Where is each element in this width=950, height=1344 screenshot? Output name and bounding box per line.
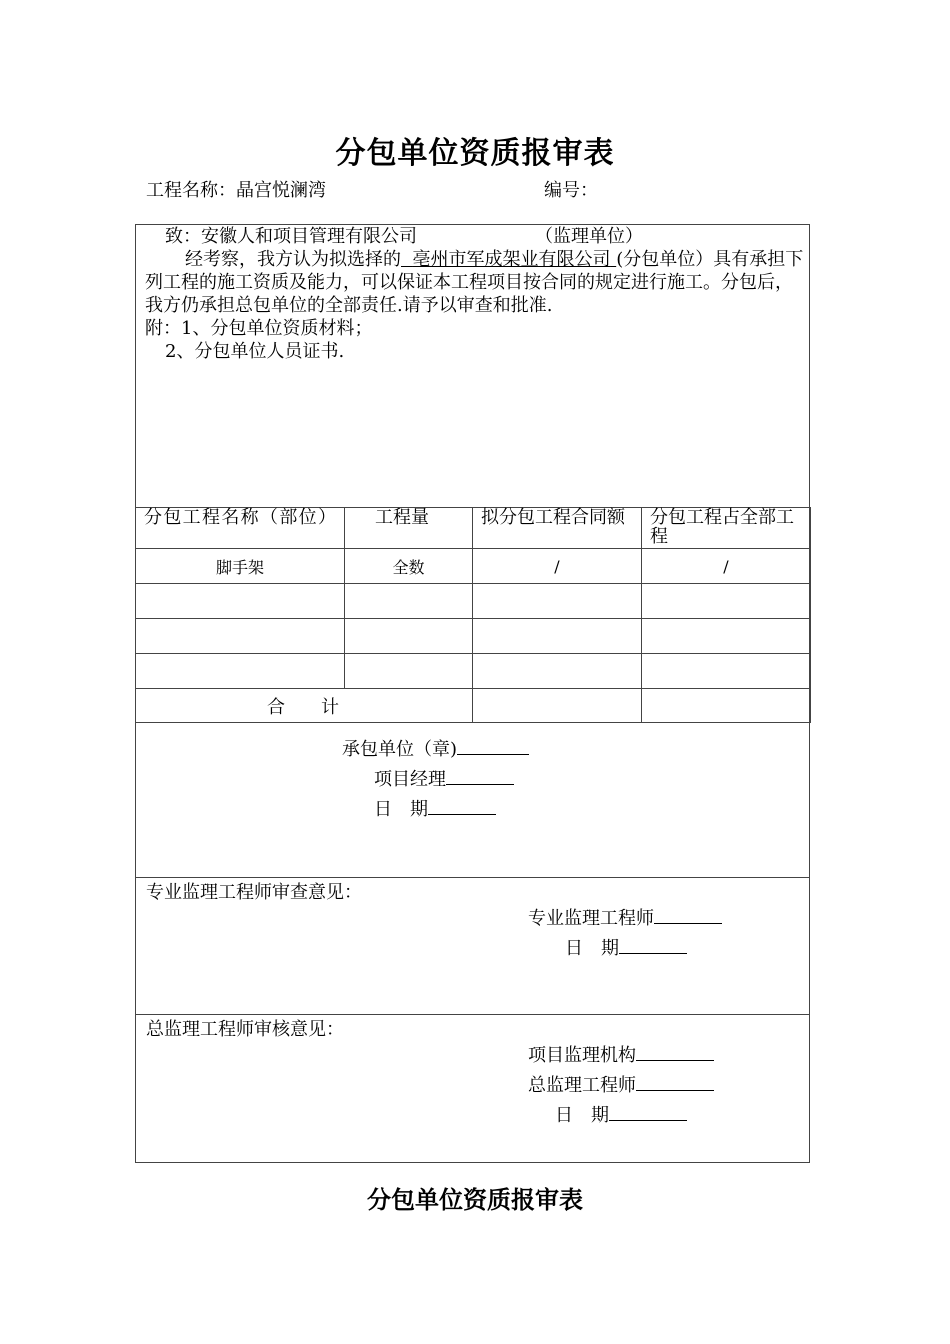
chief-date-line: 日 期 — [555, 1101, 687, 1127]
specialist-review-section — [136, 877, 809, 1015]
contractor-section — [136, 727, 809, 878]
chief-engineer-line: 总监理工程师 — [528, 1071, 714, 1097]
intro-text-b: (分包单位） — [616, 249, 714, 270]
table-cell — [345, 584, 473, 619]
intro-text-c: 具有承担下列工程的施工资质及能力，可以保证本工程项目按合同的规定进行施工。分包后，我方仍承担总包单位的全部责任.请予以审查和批准. — [145, 249, 804, 316]
document-number: 编号： — [544, 180, 598, 201]
table-cell — [473, 619, 642, 654]
subcontract-table — [135, 507, 811, 723]
specialist-engineer-line: 专业监理工程师 — [528, 904, 722, 930]
specialist-opinion-label: 专业监理工程师审查意见： — [146, 882, 362, 903]
table-cell — [642, 619, 811, 654]
header-cell: 分包工程名称（部位） — [136, 508, 345, 549]
table-row — [136, 654, 811, 689]
table-row — [136, 619, 811, 654]
contractor-unit-line: 承包单位（章) — [342, 735, 529, 761]
total-row — [136, 689, 811, 723]
table-cell — [473, 654, 642, 689]
table-cell: / — [642, 549, 811, 584]
subcontractor-name: 亳州市军成架业有限公司 — [412, 249, 611, 270]
table-cell: 脚手架 — [136, 549, 345, 584]
supervision-org-line: 项目监理机构 — [528, 1041, 714, 1067]
table-cell — [136, 619, 345, 654]
header-cell: 分包工程占全部工程 — [642, 508, 811, 549]
intro-paragraph — [145, 248, 805, 317]
table-row — [136, 549, 811, 584]
addressee-name: 安徽人和项目管理有限公司 — [201, 226, 417, 247]
attachment-1: 附：1、分包单位资质材料； — [145, 318, 373, 339]
addressee-prefix: 致： — [165, 226, 201, 247]
table-cell — [642, 654, 811, 689]
chief-review-section — [136, 1014, 809, 1162]
intro-section — [145, 225, 805, 363]
addressee-suffix: （监理单位） — [535, 226, 643, 247]
table-cell — [345, 654, 473, 689]
table-row — [136, 584, 811, 619]
table-cell — [642, 689, 811, 723]
specialist-date-line: 日 期 — [565, 934, 687, 960]
chief-opinion-label: 总监理工程师审核意见： — [146, 1019, 344, 1040]
page-title: 分包单位资质报审表 — [335, 136, 615, 171]
intro-text-a: 经考察，我方认为拟选择的 — [185, 249, 401, 270]
table-cell — [345, 619, 473, 654]
repeated-title: 分包单位资质报审表 — [367, 1185, 583, 1214]
total-label: 合 计 — [136, 689, 473, 723]
project-name: 工程名称：晶宫悦澜湾 — [146, 180, 326, 201]
attachment-2: 2、分包单位人员证书. — [165, 341, 345, 362]
table-cell — [136, 584, 345, 619]
contractor-date-line: 日 期 — [374, 795, 496, 821]
table-cell — [642, 584, 811, 619]
header-cell: 工程量 — [345, 508, 473, 549]
table-header-row — [136, 508, 811, 549]
table-cell — [473, 689, 642, 723]
approval-form — [135, 224, 810, 1163]
table-cell — [473, 584, 642, 619]
project-manager-line: 项目经理 — [374, 765, 514, 791]
header-cell: 拟分包工程合同额 — [473, 508, 642, 549]
table-cell: 全数 — [345, 549, 473, 584]
table-cell — [136, 654, 345, 689]
table-cell: / — [473, 549, 642, 584]
addressee-line — [145, 225, 805, 248]
